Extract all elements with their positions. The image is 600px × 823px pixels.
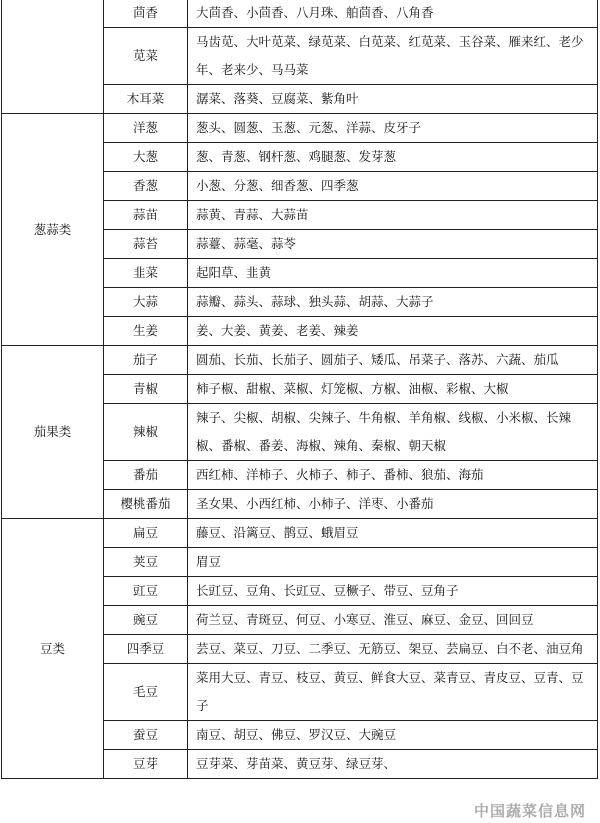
vegetable-name-cell: 韭菜 bbox=[104, 259, 188, 288]
table-row bbox=[2, 0, 598, 28]
vegetable-name-cell: 豆芽 bbox=[104, 750, 188, 779]
synonyms-cell: 南豆、胡豆、佛豆、罗汉豆、大豌豆 bbox=[188, 721, 598, 750]
vegetable-name-cell: 木耳菜 bbox=[104, 85, 188, 114]
synonyms-cell: 西红柿、洋柿子、火柿子、柿子、番柿、狼茄、海茄 bbox=[188, 461, 598, 490]
vegetable-name-cell: 荚豆 bbox=[104, 548, 188, 577]
watermark: 中国蔬菜信息网 bbox=[473, 802, 586, 820]
vegetable-name-cell: 蒜苗 bbox=[104, 201, 188, 230]
synonyms-cell: 长豇豆、豆角、长豇豆、豆橛子、带豆、豆角子 bbox=[188, 577, 598, 606]
vegetable-name-cell: 番茄 bbox=[104, 461, 188, 490]
synonyms-cell: 菜用大豆、青豆、枝豆、黄豆、鲜食大豆、菜青豆、青皮豆、豆青、豆子 bbox=[188, 664, 598, 721]
vegetable-name-cell: 四季豆 bbox=[104, 635, 188, 664]
vegetable-name-cell: 毛豆 bbox=[104, 664, 188, 721]
vegetable-name-cell: 生姜 bbox=[104, 317, 188, 346]
table-row bbox=[2, 346, 598, 375]
synonyms-cell: 大茴香、小茴香、八月珠、舶茴香、八角香 bbox=[188, 0, 598, 28]
vegetable-name-cell: 大葱 bbox=[104, 143, 188, 172]
synonyms-cell: 辣子、尖椒、胡椒、尖辣子、牛角椒、羊角椒、线椒、小米椒、长辣椒、番椒、番姜、海椒、辣角、秦椒、朝天椒 bbox=[188, 404, 598, 461]
vegetable-synonym-table bbox=[1, 0, 598, 779]
synonyms-cell: 马齿苋、大叶苋菜、绿苋菜、白苋菜、红苋菜、玉谷菜、雁来红、老少年、老来少、马马菜 bbox=[188, 28, 598, 85]
synonyms-cell: 豆芽菜、芽苗菜、黄豆芽、绿豆芽、 bbox=[188, 750, 598, 779]
vegetable-name-cell: 苋菜 bbox=[104, 28, 188, 85]
synonyms-cell: 圆茄、长茄、长茄子、圆茄子、矮瓜、吊菜子、落苏、六蔬、茄瓜 bbox=[188, 346, 598, 375]
synonyms-cell: 藤豆、沿篱豆、鹊豆、蛾眉豆 bbox=[188, 519, 598, 548]
synonyms-cell: 眉豆 bbox=[188, 548, 598, 577]
synonyms-cell: 起阳草、韭黄 bbox=[188, 259, 598, 288]
synonyms-cell: 蒜黄、青蒜、大蒜苗 bbox=[188, 201, 598, 230]
synonyms-cell: 荷兰豆、青斑豆、何豆、小寒豆、淮豆、麻豆、金豆、回回豆 bbox=[188, 606, 598, 635]
vegetable-name-cell: 洋葱 bbox=[104, 114, 188, 143]
vegetable-name-cell: 茄子 bbox=[104, 346, 188, 375]
synonyms-cell: 葱、青葱、钢杆葱、鸡腿葱、发芽葱 bbox=[188, 143, 598, 172]
vegetable-name-cell: 扁豆 bbox=[104, 519, 188, 548]
synonyms-cell: 柿子椒、甜椒、菜椒、灯笼椒、方椒、油椒、彩椒、大椒 bbox=[188, 375, 598, 404]
synonyms-cell: 葱头、圆葱、玉葱、元葱、洋蒜、皮牙子 bbox=[188, 114, 598, 143]
synonyms-cell: 芸豆、菜豆、刀豆、二季豆、无筋豆、架豆、芸扁豆、白不老、油豆角 bbox=[188, 635, 598, 664]
vegetable-name-cell: 茴香 bbox=[104, 0, 188, 28]
vegetable-name-cell: 樱桃番茄 bbox=[104, 490, 188, 519]
category-cell bbox=[2, 0, 104, 114]
vegetable-name-cell: 蒜苔 bbox=[104, 230, 188, 259]
table-row bbox=[2, 519, 598, 548]
synonyms-cell: 潺菜、落葵、豆腐菜、紫角叶 bbox=[188, 85, 598, 114]
vegetable-name-cell: 豌豆 bbox=[104, 606, 188, 635]
synonyms-cell: 蒜瓣、蒜头、蒜球、独头蒜、胡蒜、大蒜子 bbox=[188, 288, 598, 317]
vegetable-name-cell: 香葱 bbox=[104, 172, 188, 201]
vegetable-name-cell: 大蒜 bbox=[104, 288, 188, 317]
synonyms-cell: 圣女果、小西红柿、小柿子、洋枣、小番茄 bbox=[188, 490, 598, 519]
synonyms-cell: 姜、大姜、黄姜、老姜、辣姜 bbox=[188, 317, 598, 346]
category-cell: 葱蒜类 bbox=[2, 114, 104, 346]
table-row bbox=[2, 114, 598, 143]
vegetable-name-cell: 豇豆 bbox=[104, 577, 188, 606]
vegetable-name-cell: 青椒 bbox=[104, 375, 188, 404]
category-cell: 豆类 bbox=[2, 519, 104, 779]
category-cell: 茄果类 bbox=[2, 346, 104, 519]
vegetable-name-cell: 辣椒 bbox=[104, 404, 188, 461]
synonyms-cell: 蒜薹、蒜毫、蒜苓 bbox=[188, 230, 598, 259]
vegetable-name-cell: 蚕豆 bbox=[104, 721, 188, 750]
synonyms-cell: 小葱、分葱、细香葱、四季葱 bbox=[188, 172, 598, 201]
